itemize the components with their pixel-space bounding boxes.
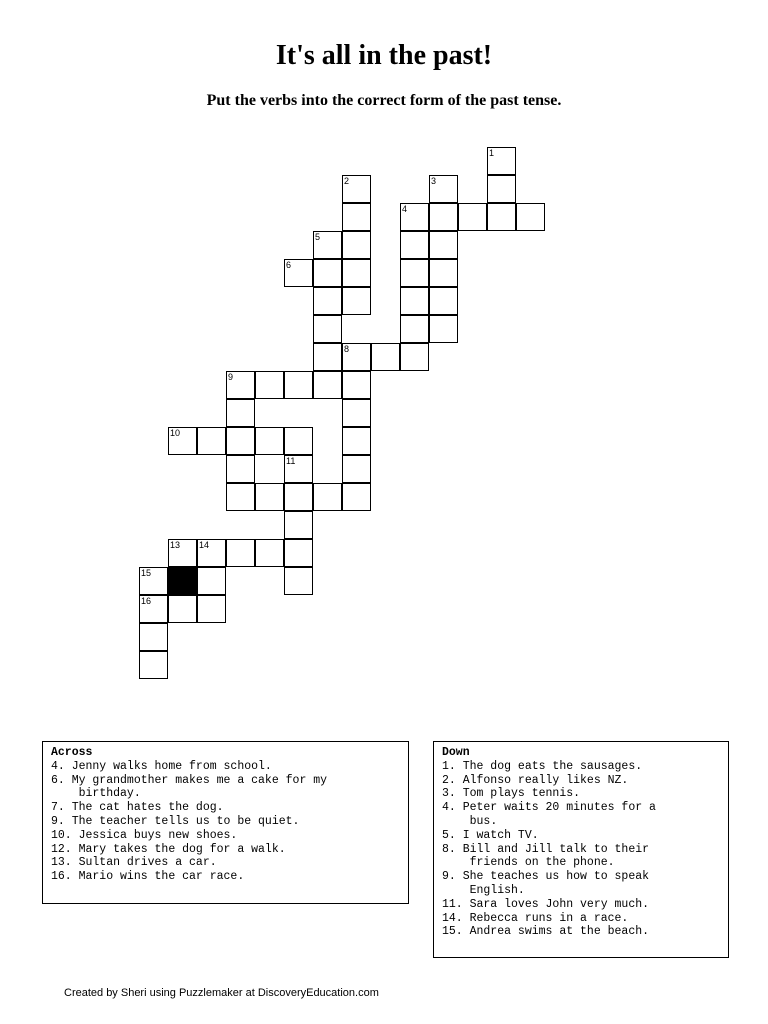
- crossword-cell[interactable]: [168, 427, 197, 455]
- crossword-cell[interactable]: [400, 315, 429, 343]
- crossword-cell[interactable]: [313, 343, 342, 371]
- crossword-cell[interactable]: [342, 427, 371, 455]
- crossword-cell[interactable]: [197, 595, 226, 623]
- down-heading: Down: [442, 746, 470, 759]
- down-clue: 14. Rebecca runs in a race.: [442, 911, 629, 925]
- clue-number: 10: [170, 428, 181, 438]
- down-clue: 3. Tom plays tennis.: [442, 787, 581, 801]
- crossword-cell[interactable]: [342, 343, 371, 371]
- crossword-cell[interactable]: [284, 259, 313, 287]
- crossword-cell[interactable]: [487, 147, 516, 175]
- crossword-cell[interactable]: [516, 203, 545, 231]
- crossword-cell[interactable]: [429, 231, 458, 259]
- clue-number: 5: [315, 232, 321, 242]
- down-clue: 15. Andrea swims at the beach.: [442, 925, 650, 939]
- crossword-cell[interactable]: [487, 203, 516, 231]
- crossword-cell[interactable]: [458, 203, 487, 231]
- across-clues-box: [42, 741, 409, 904]
- down-clue: 5. I watch TV.: [442, 828, 539, 842]
- crossword-cell[interactable]: [284, 483, 313, 511]
- clue-number: 13: [170, 540, 181, 550]
- crossword-cell[interactable]: [342, 483, 371, 511]
- clue-number: 1: [489, 148, 495, 158]
- across-heading: Across: [51, 746, 93, 759]
- crossword-cell[interactable]: [255, 427, 284, 455]
- crossword-cell[interactable]: [197, 427, 226, 455]
- down-clue: 9. She teaches us how to speak English.: [442, 870, 650, 897]
- crossword-cell[interactable]: [284, 539, 313, 567]
- crossword-cell[interactable]: [342, 287, 371, 315]
- across-clue: 6. My grandmother makes me a cake for my birthday.: [51, 773, 328, 801]
- crossword-cell[interactable]: [226, 371, 255, 399]
- down-clues-box: [433, 741, 729, 958]
- across-clue: 9. The teacher tells us to be quiet.: [51, 814, 300, 828]
- crossword-cell[interactable]: [255, 483, 284, 511]
- crossword-cell[interactable]: [400, 343, 429, 371]
- page-title: It's all in the past!: [275, 40, 493, 71]
- crossword-cell[interactable]: [342, 399, 371, 427]
- footer-credit: Created by Sheri using Puzzlemaker at DiscoveryEducation.com: [64, 987, 379, 999]
- crossword-cell[interactable]: [313, 483, 342, 511]
- crossword-cell[interactable]: [400, 287, 429, 315]
- down-clue: 8. Bill and Jill talk to their friends on the phone.: [442, 842, 650, 870]
- across-clue: 10. Jessica buys new shoes.: [51, 828, 238, 842]
- page-subtitle: Put the verbs into the correct form of the past tense.: [206, 92, 562, 109]
- down-clue: 11. Sara loves John very much.: [442, 897, 650, 911]
- crossword-cell[interactable]: [226, 399, 255, 427]
- crossword-cell[interactable]: [197, 539, 226, 567]
- crossword-cell[interactable]: [342, 231, 371, 259]
- crossword-cell[interactable]: [139, 651, 168, 679]
- crossword-cell[interactable]: [400, 203, 429, 231]
- crossword-cell[interactable]: [313, 371, 342, 399]
- crossword-cell[interactable]: [139, 595, 168, 623]
- crossword-cell[interactable]: [429, 287, 458, 315]
- clue-number: 14: [199, 540, 210, 550]
- crossword-cell[interactable]: [429, 175, 458, 203]
- crossword-cell[interactable]: [226, 539, 255, 567]
- crossword-cell[interactable]: [255, 371, 284, 399]
- clue-number: 11: [286, 456, 296, 466]
- clue-number: 16: [141, 596, 152, 606]
- crossword-cell[interactable]: [342, 455, 371, 483]
- crossword-cell[interactable]: [284, 427, 313, 455]
- crossword-cell[interactable]: [226, 483, 255, 511]
- clue-number: 15: [141, 568, 152, 578]
- crossword-cell[interactable]: [342, 371, 371, 399]
- crossword-cell[interactable]: [313, 315, 342, 343]
- crossword-cell[interactable]: [342, 175, 371, 203]
- down-clue: 4. Peter waits 20 minutes for a bus.: [442, 801, 656, 828]
- crossword-black-cell: [168, 567, 197, 595]
- across-clue: 7. The cat hates the dog.: [51, 801, 224, 815]
- across-clue: 4. Jenny walks home from school.: [51, 759, 272, 773]
- clue-number: 8: [344, 344, 350, 354]
- crossword-cell[interactable]: [226, 455, 255, 483]
- down-clue: 2. Alfonso really likes NZ.: [442, 773, 629, 787]
- crossword-cell[interactable]: [255, 539, 284, 567]
- crossword-cell[interactable]: [284, 511, 313, 539]
- clue-number: 3: [431, 176, 437, 186]
- crossword-cell[interactable]: [168, 595, 197, 623]
- crossword-cell[interactable]: [139, 567, 168, 595]
- across-clue-list: [51, 760, 408, 884]
- crossword-cell[interactable]: [429, 203, 458, 231]
- clue-number: 4: [402, 204, 408, 214]
- crossword-cell[interactable]: [371, 343, 400, 371]
- crossword-cell[interactable]: [284, 455, 313, 483]
- crossword-cell[interactable]: [226, 427, 255, 455]
- crossword-cell[interactable]: [284, 371, 313, 399]
- across-clue: 16. Mario wins the car race.: [51, 870, 245, 884]
- across-clue: 12. Mary takes the dog for a walk.: [51, 842, 286, 856]
- clue-number: 2: [344, 176, 350, 186]
- crossword-cell[interactable]: [168, 539, 197, 567]
- down-clue-list: [442, 760, 728, 939]
- across-clue: 13. Sultan drives a car.: [51, 856, 217, 870]
- crossword-cell[interactable]: [313, 259, 342, 287]
- clue-number: 9: [228, 372, 234, 382]
- crossword-cell[interactable]: [400, 231, 429, 259]
- crossword-cell[interactable]: [313, 231, 342, 259]
- crossword-cell[interactable]: [284, 567, 313, 595]
- crossword-cell[interactable]: [313, 287, 342, 315]
- crossword-cell[interactable]: [139, 623, 168, 651]
- clue-number: 6: [286, 260, 292, 270]
- crossword-cell[interactable]: [342, 203, 371, 231]
- down-clue: 1. The dog eats the sausages.: [442, 759, 643, 773]
- crossword-cell[interactable]: [400, 259, 429, 287]
- crossword-cell[interactable]: [429, 259, 458, 287]
- crossword-cell[interactable]: [487, 175, 516, 203]
- crossword-cell[interactable]: [429, 315, 458, 343]
- crossword-cell[interactable]: [342, 259, 371, 287]
- crossword-cell[interactable]: [197, 567, 226, 595]
